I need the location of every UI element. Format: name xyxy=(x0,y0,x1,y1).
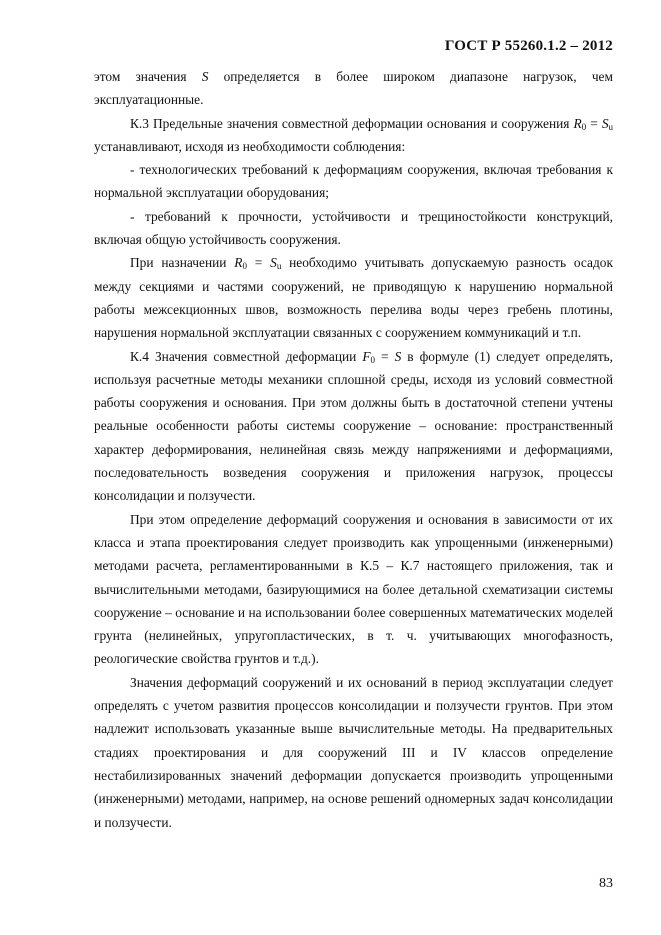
variable-s: S xyxy=(201,69,209,84)
page-number: 83 xyxy=(599,876,613,891)
document-body xyxy=(94,65,613,834)
paragraph-continuation: этом значения S определяется в более широком диапазоне нагрузок, чем эксплуатационные. xyxy=(94,69,613,108)
paragraph-assignment: При назначении $R_0 = S_u$ необходимо учитывать допускаемую разность осадок между секциями и частями сооружений, не приводящую к нарушению нормальной работы межсекционных швов, возможность перелива воды через гребень плотины, нарушения нормальной эксплуатации связанных с сооружением коммуникаций и т.п. xyxy=(94,255,613,341)
list-item-technological: - технологических требований к деформациям сооружения, включая требования к нормальной эксплуатации оборудования; xyxy=(94,162,613,201)
paragraph-k4: К.4 Значения совместной деформации $F_0 = S$ в формуле (1) следует определять, используя расчетные методы механики сплошной среды, исходя из условий совместной работы сооружения и основания. При этом должны быть в достаточной степени учтены реальные особенности работы системы сооружение – основание: пространственный характер деформирования, нелинейная связь между напряжениями и деформациями, последовательность возведения сооружения и приложения нагрузок, процессы консолидации и ползучести. xyxy=(94,348,613,504)
standard-header: ГОСТ Р 55260.1.2 – 2012 xyxy=(444,38,613,54)
list-item-strength: - требований к прочности, устойчивости и трещиностойкости конструкций, включая общую устойчивость сооружения. xyxy=(94,208,613,248)
paragraph-operation: Значения деформаций сооружений и их оснований в период эксплуатации следует определять с учетом развития процессов консолидации и ползучести грунтов. При этом надлежит использовать указанные выше вычислительные методы. На предварительных стадиях проектирования и для сооружений III и IV классов определение нестабилизированных значений деформации допускается производить упрощенными (инженерными) методами, например, на основе решений одномерных задач консолидации и ползучести. xyxy=(94,674,613,830)
paragraph-k3: К.3 Предельные значения совместной деформации основания и сооружения $R_0 = S_u$ устанавливают, исходя из необходимости соблюдения: xyxy=(94,115,614,154)
paragraph-methods: При этом определение деформаций сооружения и основания в зависимости от их класса и этапа проектирования следует производить как упрощенными (инженерными) методами расчета, регламентированными в К.5 – К.7 настоящего приложения, так и вычислительными методами, базирующимися на более детальной схематизации системы сооружение – основание и на использовании более совершенных математических моделей грунта (нелинейных, упругопластических, в т. ч. учитывающих многофазность, реологические свойства грунтов и т.д.). xyxy=(94,511,613,667)
